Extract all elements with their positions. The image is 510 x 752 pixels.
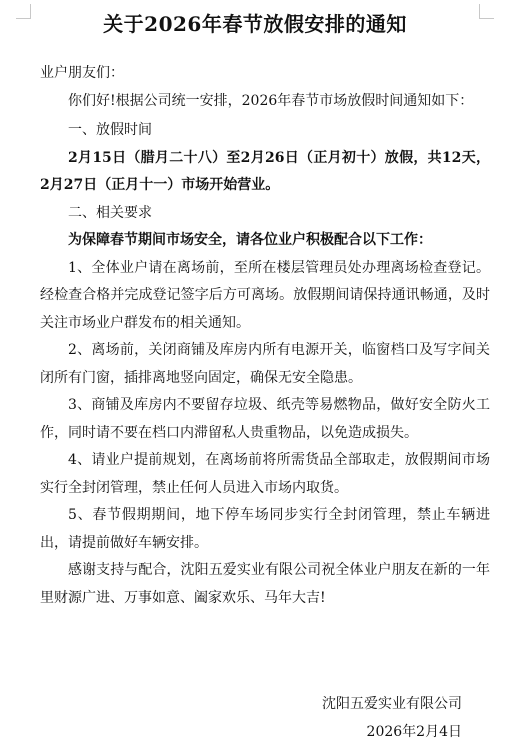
requirement-item-2: 2、离场前，关闭商铺及库房内所有电源开关，临窗档口及写字间关闭所有门窗，插排离地竖向固定，确保无安全隐患。 [40,342,490,386]
requirement-item-3: 3、商铺及库房内不要留存垃圾、纸壳等易燃物品，做好安全防火工作，同时请不要在档口内滞留私人贵重物品，以免造成损失。 [40,397,490,441]
closing-paragraph: 感谢支持与配合，沈阳五爱实业有限公司祝全体业户朋友在新的一年里财源广进、万事如意、阖家欢乐、马年大吉! [40,562,490,606]
document-title: 关于2026年春节放假安排的通知 [103,12,407,36]
intro-paragraph: 你们好!根据公司统一安排，2026年春节市场放假时间通知如下： [68,92,474,109]
signature-block [322,690,462,746]
requirement-item-5: 5、春节假期期间，地下停车场同步实行全封闭管理，禁止车辆进出，请提前做好车辆安排。 [40,507,490,551]
section-heading-holiday-time: 一、放假时间 [68,122,152,138]
requirement-item-1: 1、全体业户请在离场前，至所在楼层管理员处办理离场检查登记。经检查合格并完成登记签字后方可离场。放假期间请保持通讯畅通，及时关注市场业户群发布的相关通知。 [40,259,490,331]
signature-date: 2026年2月4日 [366,724,462,740]
requirement-item-4: 4、请业户提前规划，在离场前将所需货品全部取走，放假期间市场实行全封闭管理，禁止任何人员进入市场内取货。 [40,452,490,496]
document-body [40,60,490,612]
section-heading-requirements: 二、相关要求 [68,204,152,221]
greeting: 业户朋友们： [40,65,124,81]
requirements-lead: 为保障春节期间市场安全，请各位业户积极配合以下工作： [68,232,432,248]
signature-company: 沈阳五爱实业有限公司 [322,696,462,712]
holiday-time-text: 2月15日（腊月二十八）至2月26日（正月初十）放假，共12天，2月27日（正月十一）市场开始营业。 [40,149,490,193]
